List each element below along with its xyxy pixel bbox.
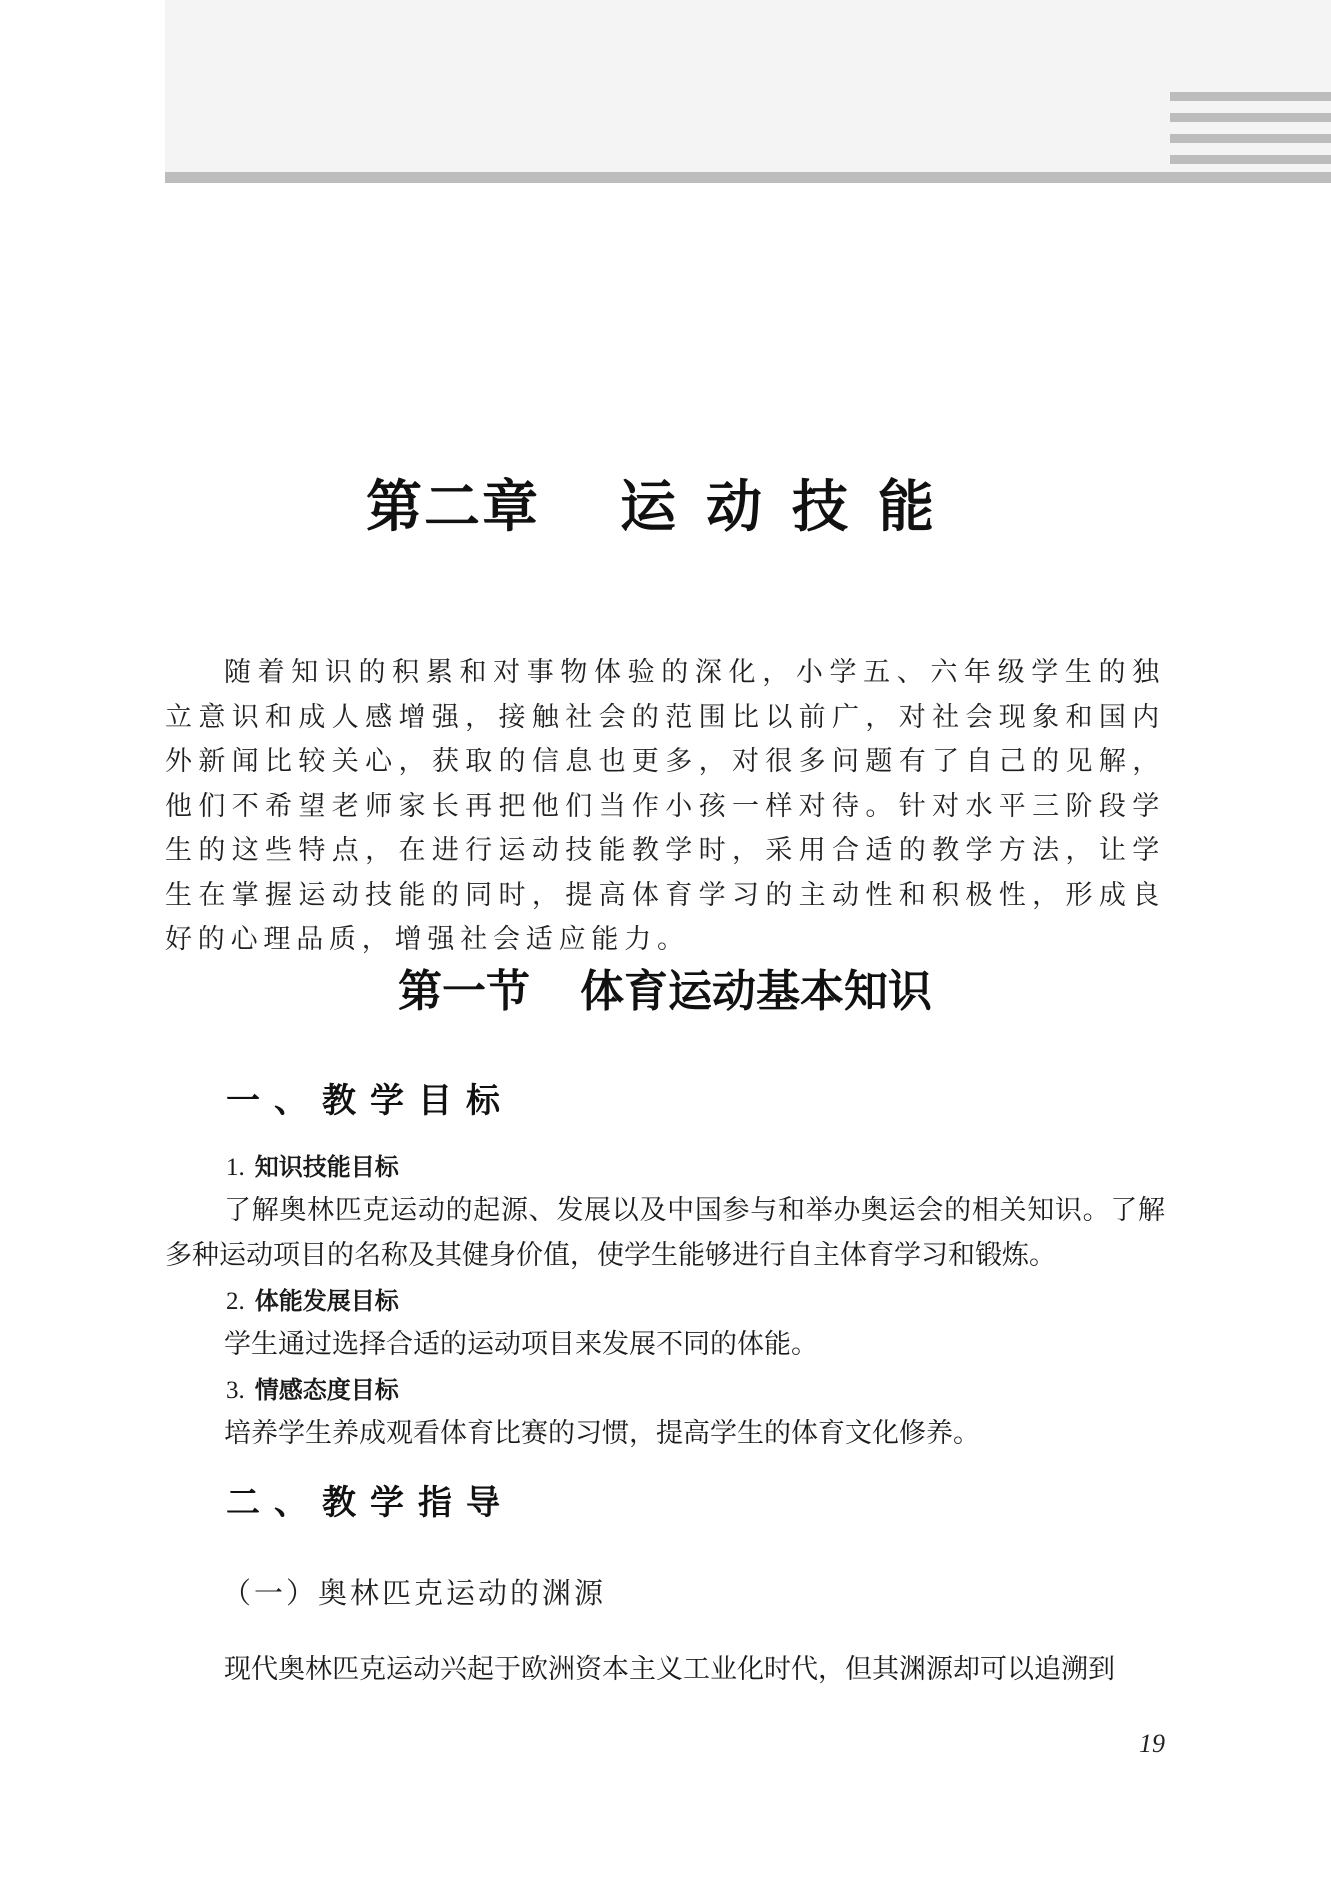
page-number: 19 <box>1139 1729 1165 1758</box>
goal-number: 2. <box>226 1288 245 1315</box>
section-name: 体育运动基本知识 <box>580 966 932 1017</box>
decorative-stripes <box>1170 92 1331 164</box>
chapter-name: 运动技能 <box>620 474 964 540</box>
goal-title: 情感态度目标 <box>254 1376 399 1404</box>
chapter-number: 第二章 <box>366 474 540 540</box>
goal-title: 体能发展目标 <box>254 1287 399 1315</box>
intro-paragraph: 随着知识的积累和对事物体验的深化，小学五、六年级学生的独立意识和成人感增强，接触社会的范围比以前广，对社会现象和国内外新闻比较关心，获取的信息也更多，对很多问题有了自己的见解，他们不希望老师家长再把他们当作小孩一样对待。针对水平三阶段学生的这些特点，在进行运动技能教学时，采用合适的教学方法，让学生在掌握运动技能的同时，提高体育学习的主动性和积极性，形成良好的心理品质，增强社会适应能力。 <box>165 657 1165 955</box>
goal-number: 1. <box>226 1154 245 1181</box>
section-number: 第一节 <box>398 966 530 1017</box>
subsection-title: （一）奥林匹克运动的渊源 <box>222 1576 607 1610</box>
goal-title: 知识技能目标 <box>254 1153 399 1181</box>
chapter-title <box>165 462 1165 552</box>
stripe <box>1170 155 1331 164</box>
goals-heading: 一、教学目标 <box>226 1081 514 1121</box>
goal-text: 培养学生养成观看体育比赛的习惯，提高学生的体育文化修养。 <box>224 1418 980 1449</box>
stripe <box>1170 92 1331 101</box>
stripe <box>1170 113 1331 122</box>
stripe <box>1170 134 1331 143</box>
goal-subheading <box>226 1283 399 1320</box>
goal-subheading <box>226 1149 399 1186</box>
section-title <box>165 960 1165 1024</box>
goal-text: 了解奥林匹克运动的起源、发展以及中国参与和举办奥运会的相关知识。了解多种运动项目的名称及其健身价值，使学生能够进行自主体育学习和锻炼。 <box>165 1195 1165 1271</box>
goal-text: 学生通过选择合适的运动项目来发展不同的体能。 <box>224 1329 818 1360</box>
goal-subheading <box>226 1372 399 1409</box>
header-band <box>165 0 1331 172</box>
body-paragraph: 现代奥林匹克运动兴起于欧洲资本主义工业化时代，但其渊源却可以追溯到 <box>224 1654 1115 1685</box>
guidance-heading: 二、教学指导 <box>226 1483 514 1523</box>
goal-number: 3. <box>226 1377 245 1404</box>
header-rule <box>165 172 1331 183</box>
